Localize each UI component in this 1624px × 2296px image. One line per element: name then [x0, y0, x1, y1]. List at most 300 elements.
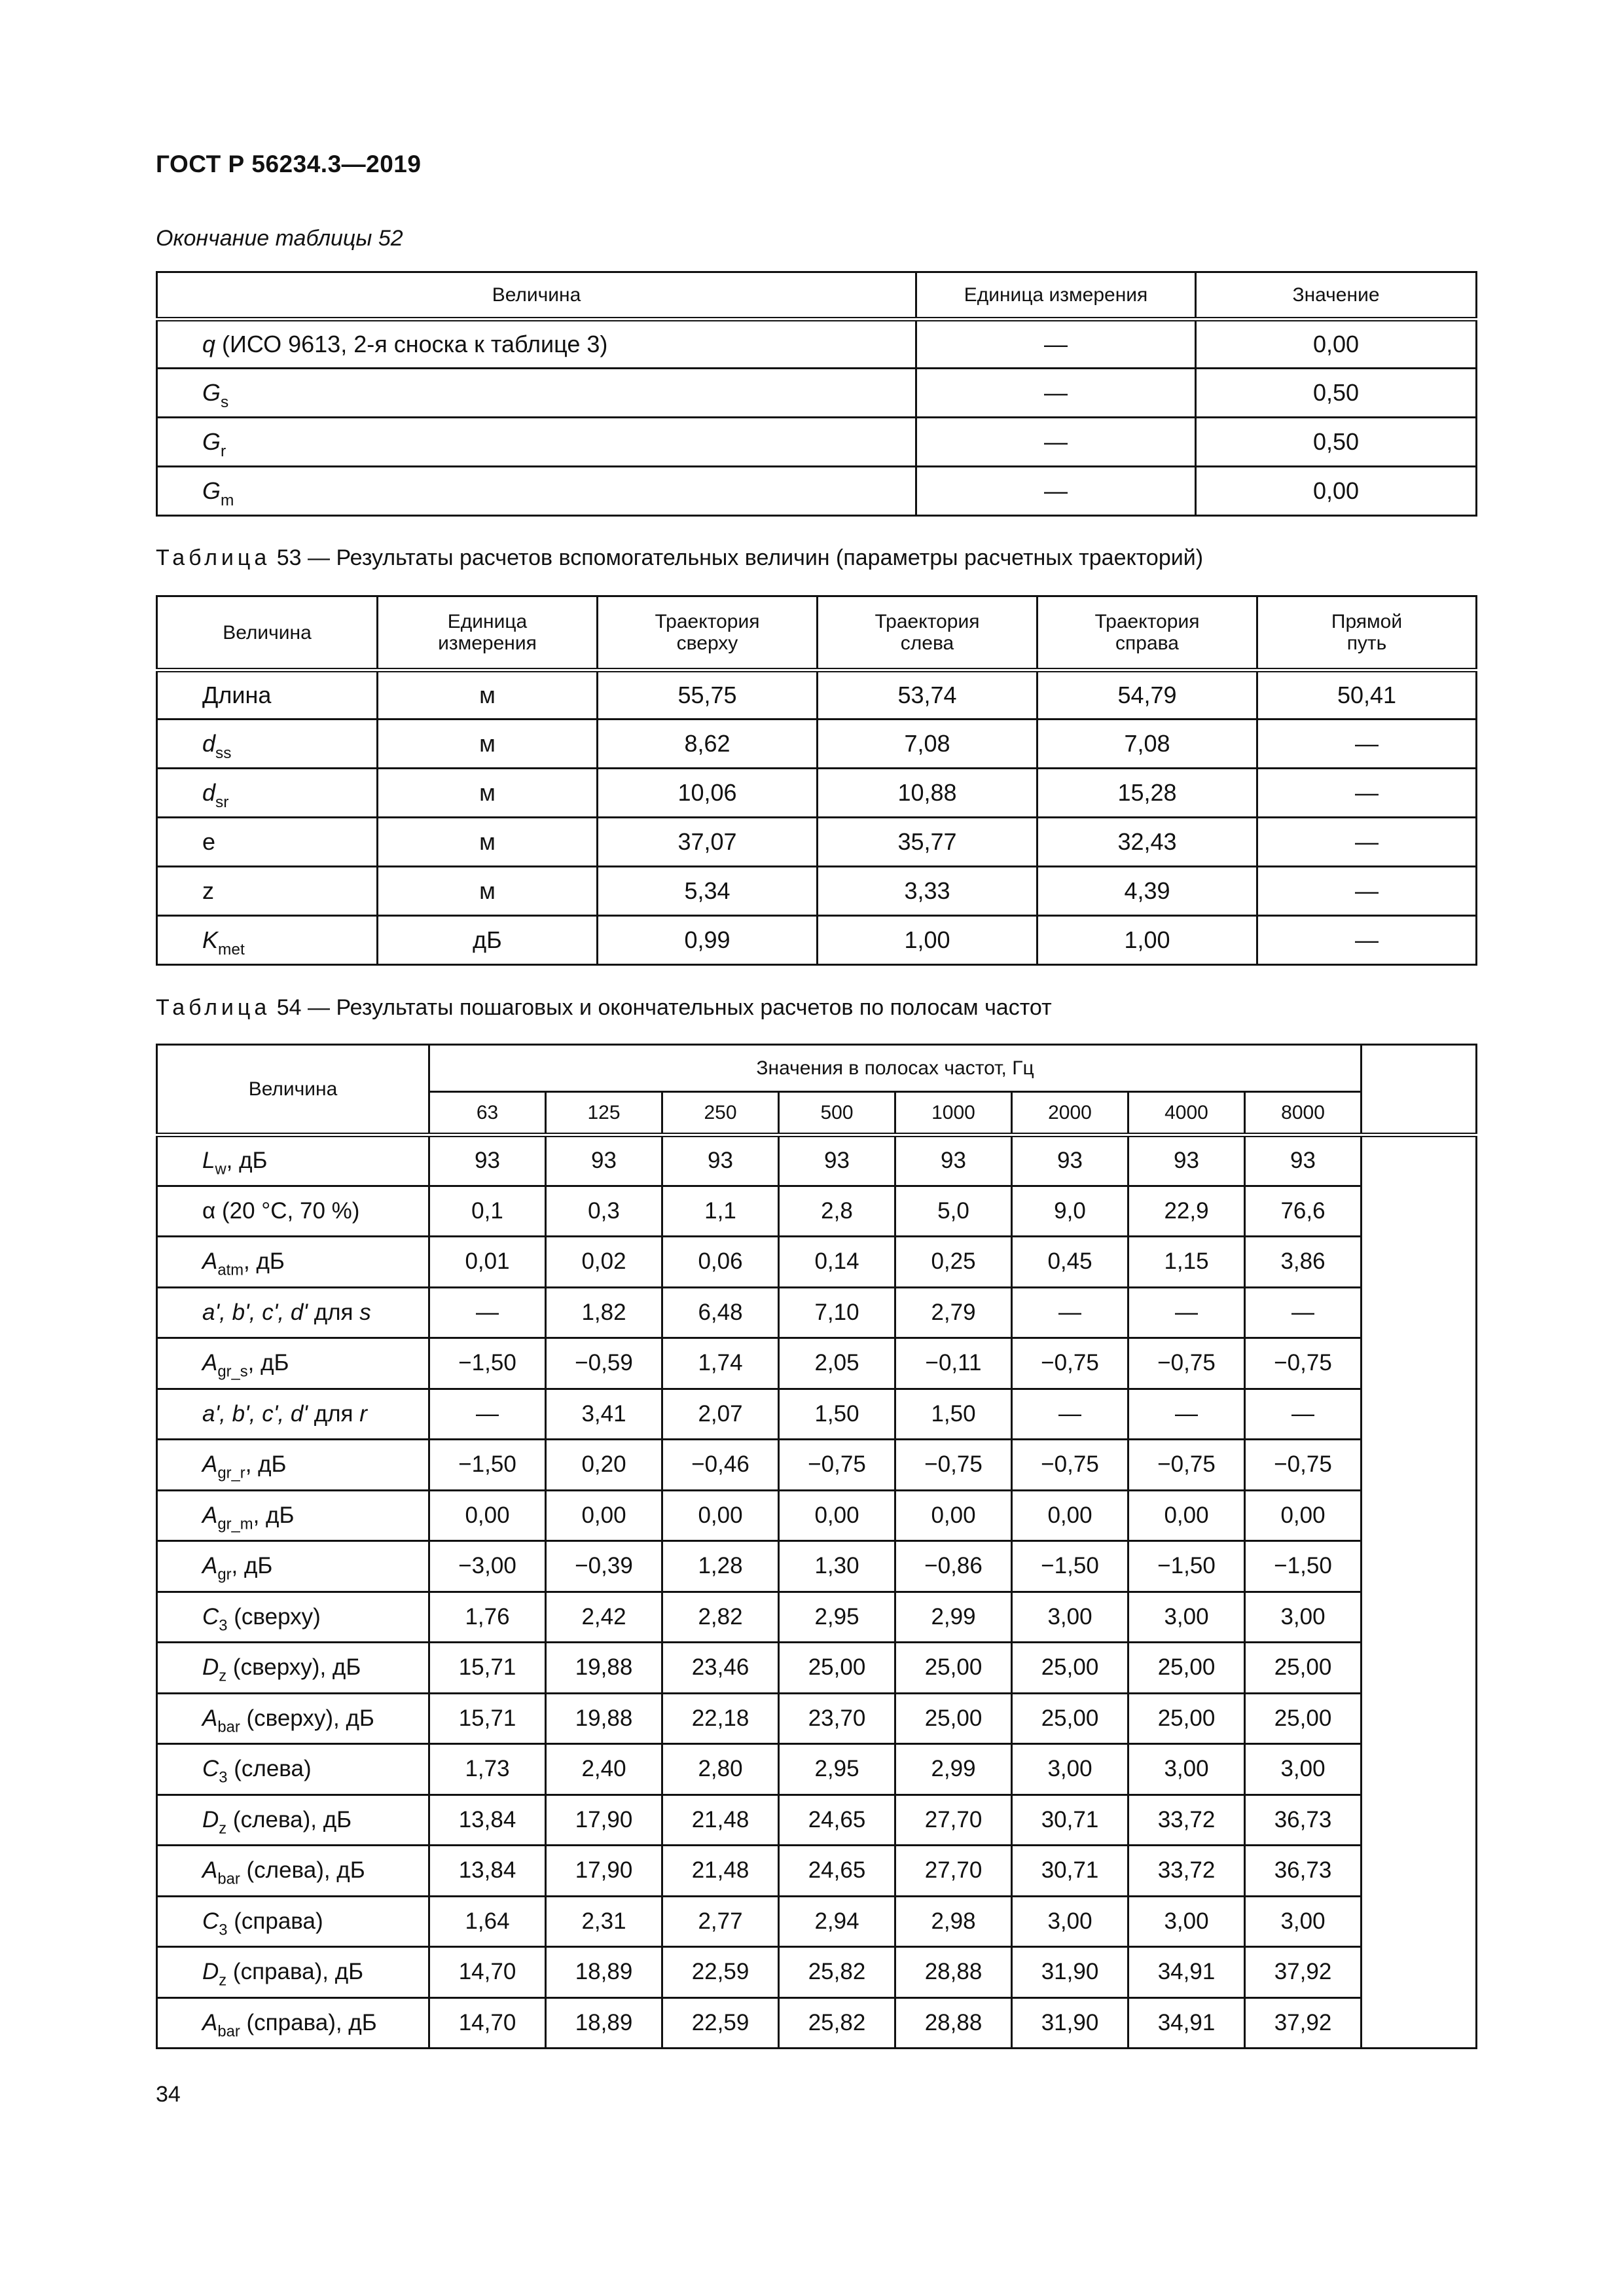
- value-cell: 1,50: [895, 1389, 1012, 1440]
- value-cell: 25,82: [779, 1997, 895, 2049]
- value-cell: 19,88: [546, 1693, 662, 1744]
- value-cell: —: [1012, 1287, 1128, 1338]
- value-cell: 1,30: [779, 1541, 895, 1592]
- quantity-cell: [157, 1643, 429, 1694]
- column-header: [1257, 596, 1477, 670]
- subscript: s: [221, 393, 229, 411]
- quantity-cell: [157, 319, 916, 369]
- value-cell: 1,64: [429, 1896, 546, 1947]
- header-line-2: слева: [900, 632, 954, 654]
- value-cell: −0,39: [546, 1541, 662, 1592]
- quantity-cell: [157, 369, 916, 418]
- frequency-header: 500: [779, 1092, 895, 1135]
- value-cell: —: [1257, 867, 1477, 916]
- subscript: gr_r: [217, 1464, 245, 1482]
- page-number: 34: [156, 2082, 181, 2107]
- subscript: bar: [217, 2022, 240, 2041]
- value-cell: 93: [1128, 1135, 1245, 1186]
- column-header-quantity: Величина: [157, 272, 916, 319]
- value-cell: 3,33: [818, 867, 1038, 916]
- symbol: a', b', c', d': [202, 1400, 308, 1427]
- subscript: 3: [219, 1768, 228, 1787]
- table-row: [157, 1947, 1477, 1998]
- value-cell: −0,75: [1245, 1440, 1362, 1491]
- value-cell: 13,84: [429, 1846, 546, 1897]
- table-row: [157, 916, 1477, 965]
- unit-cell: —: [916, 418, 1196, 467]
- value-cell: 1,00: [818, 916, 1038, 965]
- value-cell: 23,46: [662, 1643, 779, 1694]
- symbol: D: [202, 1959, 219, 1984]
- symbol: d: [202, 730, 216, 757]
- table-row: [157, 1338, 1477, 1389]
- symbol: D: [202, 1806, 219, 1832]
- path-symbol: s: [359, 1299, 371, 1325]
- symbol: C: [202, 1908, 219, 1934]
- quantity-cell: [157, 769, 378, 818]
- value-cell: −1,50: [1245, 1541, 1362, 1592]
- value-cell: м: [378, 818, 598, 867]
- value-cell: 0,06: [662, 1237, 779, 1288]
- value-cell: 25,00: [779, 1643, 895, 1694]
- header-line-2: сверху: [676, 632, 738, 654]
- quantity-cell: [157, 418, 916, 467]
- quantity-text: (справа): [227, 1908, 323, 1934]
- value-cell: −3,00: [429, 1541, 546, 1592]
- value-cell: 10,88: [818, 769, 1038, 818]
- quantity-text: (сверху): [227, 1603, 321, 1630]
- frequency-header: 4000: [1128, 1092, 1245, 1135]
- value-cell: 2,40: [546, 1744, 662, 1795]
- value-cell: 0,00: [779, 1490, 895, 1541]
- value-cell: —: [1012, 1389, 1128, 1440]
- column-header-empty: [1362, 1045, 1477, 1135]
- symbol: L: [202, 1148, 215, 1173]
- subscript: 3: [219, 1616, 228, 1635]
- value-cell: 2,99: [895, 1744, 1012, 1795]
- subscript: z: [219, 1667, 227, 1685]
- value-cell: 3,00: [1012, 1592, 1128, 1643]
- value-cell: 2,98: [895, 1896, 1012, 1947]
- frequency-header: 63: [429, 1092, 546, 1135]
- value-cell: 18,89: [546, 1997, 662, 2049]
- value-cell: 3,00: [1245, 1744, 1362, 1795]
- value-cell: 0,50: [1196, 418, 1477, 467]
- frequency-header: 8000: [1245, 1092, 1362, 1135]
- subscript: 3: [219, 1921, 228, 1939]
- value-cell: 3,00: [1245, 1592, 1362, 1643]
- symbol: K: [202, 926, 219, 954]
- value-cell: 0,00: [1128, 1490, 1245, 1541]
- value-cell: м: [378, 769, 598, 818]
- table-row: [157, 1592, 1477, 1643]
- table-row: [157, 720, 1477, 769]
- value-cell: −1,50: [1012, 1541, 1128, 1592]
- value-cell: —: [1257, 916, 1477, 965]
- value-cell: 7,08: [1038, 720, 1257, 769]
- value-cell: 93: [779, 1135, 895, 1186]
- value-cell: 1,28: [662, 1541, 779, 1592]
- value-cell: 76,6: [1245, 1186, 1362, 1237]
- table53-caption: [156, 545, 1203, 571]
- quantity-cell: [157, 1338, 429, 1389]
- value-cell: 1,74: [662, 1338, 779, 1389]
- value-cell: —: [429, 1389, 546, 1440]
- value-cell: 2,77: [662, 1896, 779, 1947]
- subscript: z: [219, 1819, 227, 1838]
- value-cell: 3,00: [1128, 1592, 1245, 1643]
- value-cell: 53,74: [818, 670, 1038, 720]
- value-cell: 0,00: [1012, 1490, 1128, 1541]
- subscript: gr_s: [217, 1362, 248, 1381]
- quantity-cell: [157, 670, 378, 720]
- value-cell: 24,65: [779, 1846, 895, 1897]
- table-row: [157, 1896, 1477, 1947]
- header-line-1: Траектория: [875, 611, 980, 632]
- frequency-header: 2000: [1012, 1092, 1128, 1135]
- quantity-cell: [157, 1541, 429, 1592]
- value-cell: 0,99: [598, 916, 818, 965]
- value-cell: 1,00: [1038, 916, 1257, 965]
- value-cell: 25,00: [1245, 1643, 1362, 1694]
- value-cell: 3,00: [1012, 1744, 1128, 1795]
- value-cell: 55,75: [598, 670, 818, 720]
- symbol: Длина: [202, 682, 272, 709]
- value-cell: 0,00: [1196, 467, 1477, 516]
- subscript: z: [219, 1971, 227, 1990]
- unit-cell: —: [916, 319, 1196, 369]
- subscript: bar: [217, 1718, 240, 1736]
- value-cell: 28,88: [895, 1997, 1012, 2049]
- table-row: [157, 1237, 1477, 1288]
- table-row: [157, 1490, 1477, 1541]
- value-cell: 25,00: [1128, 1693, 1245, 1744]
- value-cell: 22,59: [662, 1947, 779, 1998]
- subscript: m: [221, 491, 234, 509]
- value-cell: 93: [895, 1135, 1012, 1186]
- value-cell: 25,00: [1245, 1693, 1362, 1744]
- value-cell: 17,90: [546, 1846, 662, 1897]
- column-header: [818, 596, 1038, 670]
- frequency-header: 1000: [895, 1092, 1012, 1135]
- value-cell: 50,41: [1257, 670, 1477, 720]
- table-row: [157, 670, 1477, 720]
- quantity-cell: [157, 818, 378, 867]
- value-cell: 3,00: [1128, 1744, 1245, 1795]
- value-cell: 27,70: [895, 1846, 1012, 1897]
- value-cell: 1,50: [779, 1389, 895, 1440]
- quantity-text: (справа), дБ: [240, 2009, 377, 2035]
- quantity-cell: [157, 1592, 429, 1643]
- symbol: A: [202, 1553, 218, 1578]
- quantity-text: (слева), дБ: [226, 1806, 352, 1832]
- value-cell: −0,75: [1128, 1338, 1245, 1389]
- header-line-1: Траектория: [1094, 611, 1200, 632]
- subscript: ss: [215, 744, 232, 762]
- value-cell: 4,39: [1038, 867, 1257, 916]
- quantity-cell: [157, 1186, 429, 1237]
- value-cell: 37,92: [1245, 1947, 1362, 1998]
- path-symbol: r: [359, 1400, 367, 1427]
- quantity-cell: [157, 1795, 429, 1846]
- value-cell: —: [1245, 1287, 1362, 1338]
- column-header-unit: Единица измерения: [916, 272, 1196, 319]
- table-row: [157, 1744, 1477, 1795]
- value-cell: 8,62: [598, 720, 818, 769]
- value-cell: м: [378, 867, 598, 916]
- value-cell: −0,75: [1128, 1440, 1245, 1491]
- header-line-1: Величина: [223, 621, 312, 644]
- subscript: gr: [217, 1565, 232, 1584]
- symbol: D: [202, 1654, 219, 1680]
- value-cell: 14,70: [429, 1947, 546, 1998]
- value-cell: 2,95: [779, 1744, 895, 1795]
- value-cell: дБ: [378, 916, 598, 965]
- symbol: α: [202, 1197, 216, 1224]
- quantity-text: (сверху), дБ: [240, 1705, 374, 1731]
- table54-caption: [156, 995, 1052, 1021]
- value-cell: −0,86: [895, 1541, 1012, 1592]
- value-cell: −1,50: [429, 1440, 546, 1491]
- value-cell: 3,00: [1012, 1896, 1128, 1947]
- table-row: [157, 1846, 1477, 1897]
- value-cell: 31,90: [1012, 1947, 1128, 1998]
- quantity-text: (справа), дБ: [226, 1959, 364, 1984]
- quantity-cell: [157, 1846, 429, 1897]
- value-cell: 21,48: [662, 1846, 779, 1897]
- table53-caption-text: 53 — Результаты расчетов вспомогательных величин (параметры расчетных траекторий): [276, 545, 1204, 570]
- value-cell: 2,07: [662, 1389, 779, 1440]
- value-cell: —: [1257, 720, 1477, 769]
- value-cell: 22,9: [1128, 1186, 1245, 1237]
- subscript: sr: [215, 793, 229, 811]
- quantity-text: для: [307, 1400, 360, 1427]
- quantity-text: , дБ: [226, 1148, 268, 1173]
- column-header-value: Значение: [1196, 272, 1477, 319]
- value-cell: −1,50: [1128, 1541, 1245, 1592]
- value-cell: 54,79: [1038, 670, 1257, 720]
- value-cell: −0,75: [779, 1440, 895, 1491]
- quantity-cell: [157, 1947, 429, 1998]
- value-cell: 5,0: [895, 1186, 1012, 1237]
- value-cell: −0,75: [1012, 1440, 1128, 1491]
- symbol: A: [202, 1451, 218, 1477]
- value-cell: м: [378, 670, 598, 720]
- value-cell: —: [1128, 1287, 1245, 1338]
- value-cell: 0,00: [546, 1490, 662, 1541]
- value-cell: 1,15: [1128, 1237, 1245, 1288]
- value-cell: 2,79: [895, 1287, 1012, 1338]
- subscript: bar: [217, 1870, 240, 1888]
- value-cell: 1,1: [662, 1186, 779, 1237]
- symbol: C: [202, 1603, 219, 1630]
- symbol: A: [202, 1502, 218, 1528]
- value-cell: 28,88: [895, 1947, 1012, 1998]
- empty-column: [1362, 1135, 1477, 2049]
- header-line-1: Единица: [447, 611, 528, 632]
- value-cell: 18,89: [546, 1947, 662, 1998]
- symbol: z: [202, 877, 214, 905]
- symbol: a', b', c', d': [202, 1299, 308, 1325]
- quantity-cell: [157, 1287, 429, 1338]
- table-row: [157, 818, 1477, 867]
- value-cell: 33,72: [1128, 1795, 1245, 1846]
- symbol: A: [202, 1705, 218, 1731]
- value-cell: 93: [1012, 1135, 1128, 1186]
- value-cell: 15,71: [429, 1693, 546, 1744]
- value-cell: −0,46: [662, 1440, 779, 1491]
- quantity-text: (слева), дБ: [240, 1857, 365, 1883]
- value-cell: 22,18: [662, 1693, 779, 1744]
- value-cell: 2,42: [546, 1592, 662, 1643]
- symbol: G: [202, 477, 221, 505]
- table-row: [157, 1693, 1477, 1744]
- symbol: G: [202, 428, 221, 456]
- value-cell: 1,82: [546, 1287, 662, 1338]
- quantity-text: , дБ: [231, 1553, 273, 1578]
- value-cell: 30,71: [1012, 1795, 1128, 1846]
- header-line-2: измерения: [438, 632, 537, 654]
- value-cell: —: [1128, 1389, 1245, 1440]
- value-cell: 3,41: [546, 1389, 662, 1440]
- value-cell: 35,77: [818, 818, 1038, 867]
- symbol: d: [202, 779, 216, 807]
- value-cell: 25,00: [895, 1643, 1012, 1694]
- value-cell: 2,99: [895, 1592, 1012, 1643]
- value-cell: 10,06: [598, 769, 818, 818]
- quantity-text: для: [307, 1299, 360, 1325]
- symbol: C: [202, 1756, 219, 1781]
- value-cell: 2,8: [779, 1186, 895, 1237]
- value-cell: —: [1257, 818, 1477, 867]
- value-cell: 21,48: [662, 1795, 779, 1846]
- table54-caption-text: 54 — Результаты пошаговых и окончательных расчетов по полосам частот: [276, 995, 1052, 1020]
- quantity-text: (20 °C, 70 %): [215, 1197, 360, 1224]
- value-cell: 0,45: [1012, 1237, 1128, 1288]
- table-row: [157, 867, 1477, 916]
- column-header-frequency-group: Значения в полосах частот, Гц: [429, 1045, 1362, 1092]
- quantity-cell: [157, 1440, 429, 1491]
- table54-caption-word: Таблица: [156, 995, 271, 1020]
- value-cell: 32,43: [1038, 818, 1257, 867]
- header-line-1: Траектория: [655, 611, 760, 632]
- value-cell: 0,00: [429, 1490, 546, 1541]
- value-cell: 0,3: [546, 1186, 662, 1237]
- symbol: e: [202, 828, 216, 856]
- value-cell: 1,76: [429, 1592, 546, 1643]
- table-row: [157, 1997, 1477, 2049]
- quantity-text: (слева): [227, 1756, 312, 1781]
- value-cell: −0,75: [1245, 1338, 1362, 1389]
- value-cell: −0,75: [895, 1440, 1012, 1491]
- value-cell: 34,91: [1128, 1947, 1245, 1998]
- symbol: A: [202, 1248, 218, 1274]
- value-cell: 3,00: [1128, 1896, 1245, 1947]
- table-52: [156, 271, 1477, 517]
- quantity-text: , дБ: [253, 1502, 295, 1528]
- table-row: [157, 1440, 1477, 1491]
- value-cell: 25,00: [1012, 1693, 1128, 1744]
- table-row: [157, 1287, 1477, 1338]
- table-row: [157, 418, 1477, 467]
- quantity-cell: [157, 1997, 429, 2049]
- table-row: [157, 1643, 1477, 1694]
- subscript: w: [215, 1160, 226, 1178]
- table-row: [157, 1186, 1477, 1237]
- value-cell: 0,20: [546, 1440, 662, 1491]
- value-cell: 19,88: [546, 1643, 662, 1694]
- quantity-cell: [157, 467, 916, 516]
- value-cell: 0,14: [779, 1237, 895, 1288]
- column-header-quantity: Величина: [157, 1045, 429, 1135]
- frequency-header: 250: [662, 1092, 779, 1135]
- quantity-cell: [157, 720, 378, 769]
- value-cell: 6,48: [662, 1287, 779, 1338]
- table-row: [157, 1389, 1477, 1440]
- value-cell: −0,75: [1012, 1338, 1128, 1389]
- symbol: q: [202, 331, 216, 358]
- quantity-cell: [157, 1896, 429, 1947]
- value-cell: 34,91: [1128, 1997, 1245, 2049]
- value-cell: 2,94: [779, 1896, 895, 1947]
- value-cell: 36,73: [1245, 1795, 1362, 1846]
- header-line-1: Прямой: [1331, 611, 1403, 632]
- value-cell: 15,28: [1038, 769, 1257, 818]
- quantity-cell: [157, 1135, 429, 1186]
- table-row: [157, 769, 1477, 818]
- quantity-text: , дБ: [247, 1350, 289, 1376]
- value-cell: 0,01: [429, 1237, 546, 1288]
- table-row: [157, 319, 1477, 369]
- value-cell: 27,70: [895, 1795, 1012, 1846]
- value-cell: 2,82: [662, 1592, 779, 1643]
- quantity-text: (сверху), дБ: [226, 1654, 361, 1680]
- table-row: [157, 467, 1477, 516]
- value-cell: 0,25: [895, 1237, 1012, 1288]
- table-53: [156, 595, 1477, 966]
- value-cell: 7,10: [779, 1287, 895, 1338]
- header-line-2: путь: [1346, 632, 1387, 654]
- value-cell: 93: [429, 1135, 546, 1186]
- value-cell: 14,70: [429, 1997, 546, 2049]
- quantity-cell: [157, 1693, 429, 1744]
- value-cell: −1,50: [429, 1338, 546, 1389]
- quantity-cell: [157, 1237, 429, 1288]
- value-cell: 3,86: [1245, 1237, 1362, 1288]
- value-cell: 93: [546, 1135, 662, 1186]
- table53-caption-word: Таблица: [156, 545, 271, 570]
- header-line-2: справа: [1115, 632, 1179, 654]
- quantity-text: (ИСО 9613, 2-я сноска к таблице 3): [215, 331, 608, 358]
- subscript: gr_m: [217, 1515, 253, 1533]
- quantity-text: , дБ: [245, 1451, 287, 1477]
- table-54: [156, 1044, 1477, 2049]
- value-cell: —: [429, 1287, 546, 1338]
- value-cell: 0,00: [1196, 319, 1477, 369]
- value-cell: 25,00: [895, 1693, 1012, 1744]
- frequency-header: 125: [546, 1092, 662, 1135]
- subscript: met: [218, 940, 245, 958]
- value-cell: 37,92: [1245, 1997, 1362, 2049]
- value-cell: 2,05: [779, 1338, 895, 1389]
- value-cell: 37,07: [598, 818, 818, 867]
- value-cell: м: [378, 720, 598, 769]
- quantity-cell: [157, 916, 378, 965]
- value-cell: 25,00: [1128, 1643, 1245, 1694]
- value-cell: 15,71: [429, 1643, 546, 1694]
- value-cell: 36,73: [1245, 1846, 1362, 1897]
- value-cell: 0,02: [546, 1237, 662, 1288]
